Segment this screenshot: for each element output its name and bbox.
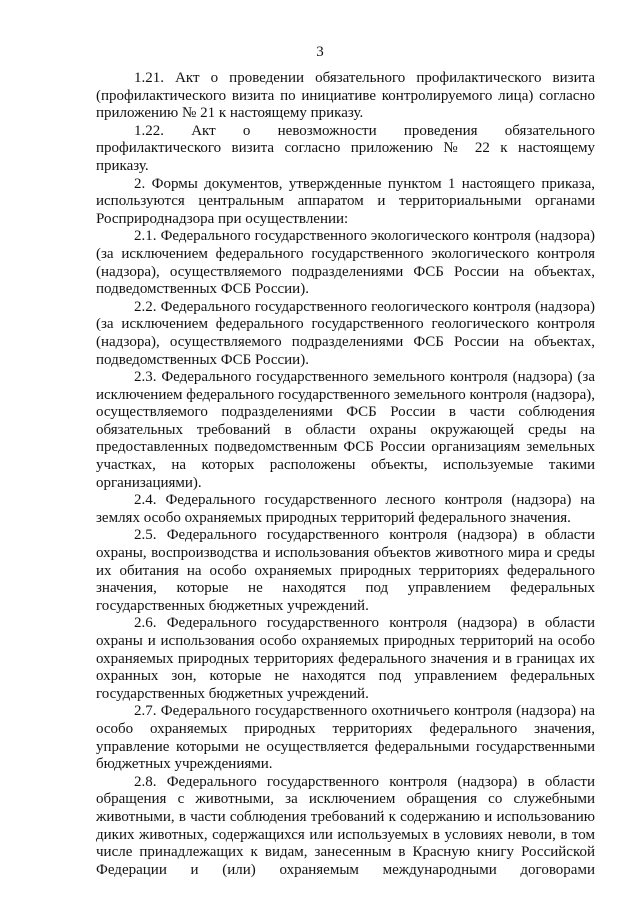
document-body [96,70,595,879]
paragraph-2-7: 2.7. Федерального государственного охотничьего контроля (надзора) на особо охраняемых природных территориях федерального значения, управление которыми не осуществляется федеральными государственными бюджетных учреждениями. [96,703,595,773]
paragraph-1-21: 1.21. Акт о проведении обязательного профилактического визита (профилактического визита по инициативе контролируемого лица) согласно приложению № 21 к настоящему приказу. [96,70,595,122]
paragraph-2-4: 2.4. Федерального государственного лесного контроля (надзора) на землях особо охраняемых природных территорий федерального значения. [96,492,595,526]
paragraph-2-3: 2.3. Федерального государственного земельного контроля (надзора) (за исключением федерального государственного земельного контроля (надзора), осуществляемого подразделениями ФСБ России в части соблюдения обязательных требований в области охраны окружающей среды на предоставленных подведомственным ФСБ России организациям земельных участках, на которых расположены объекты, используемые такими организациями). [96,369,595,491]
paragraph-2-8: 2.8. Федерального государственного контроля (надзора) в области обращения с животными, за исключением обращения со служебными животными, в части соблюдения требований к содержанию и использованию диких животных, содержащихся или используемых в условиях неволи, в том числе принадлежащих к видам, занесенным в Красную книгу Российской Федерации и (или) охраняемым международными договорами [96,773,595,878]
paragraph-2-6: 2.6. Федерального государственного контроля (надзора) в области охраны и использования особо охраняемых природных территорий на особо охраняемых природных территориях федерального значения и в границах их охранных зон, которые не находятся под управлением федеральных государственных бюджетных учреждений. [96,615,595,702]
paragraph-2-1: 2.1. Федерального государственного экологического контроля (надзора) (за исключением федерального государственного экологического контроля (надзора), осуществляемого подразделениями ФСБ России на объектах, подведомственных ФСБ России). [96,228,595,298]
paragraph-2-5: 2.5. Федерального государственного контроля (надзора) в области охраны, воспроизводства и использования объектов животного мира и среды их обитания на особо охраняемых природных территориях федерального значения, которые не находятся под управлением федеральных государственных бюджетных учреждений. [96,527,595,614]
page-number: 3 [316,44,324,60]
paragraph-2-2: 2.2. Федерального государственного геологического контроля (надзора) (за исключением федерального государственного геологического контроля (надзора), осуществляемого подразделениями ФСБ России на объектах, подведомственных ФСБ России). [96,298,595,368]
paragraph-2: 2. Формы документов, утвержденные пунктом 1 настоящего приказа, используются центральным аппаратом и территориальными органами Росприроднадзора при осуществлении: [96,175,595,227]
paragraph-1-22: 1.22. Акт о невозможности проведения обязательного профилактического визита согласно приложению № 22 к настоящему приказу. [96,122,595,174]
